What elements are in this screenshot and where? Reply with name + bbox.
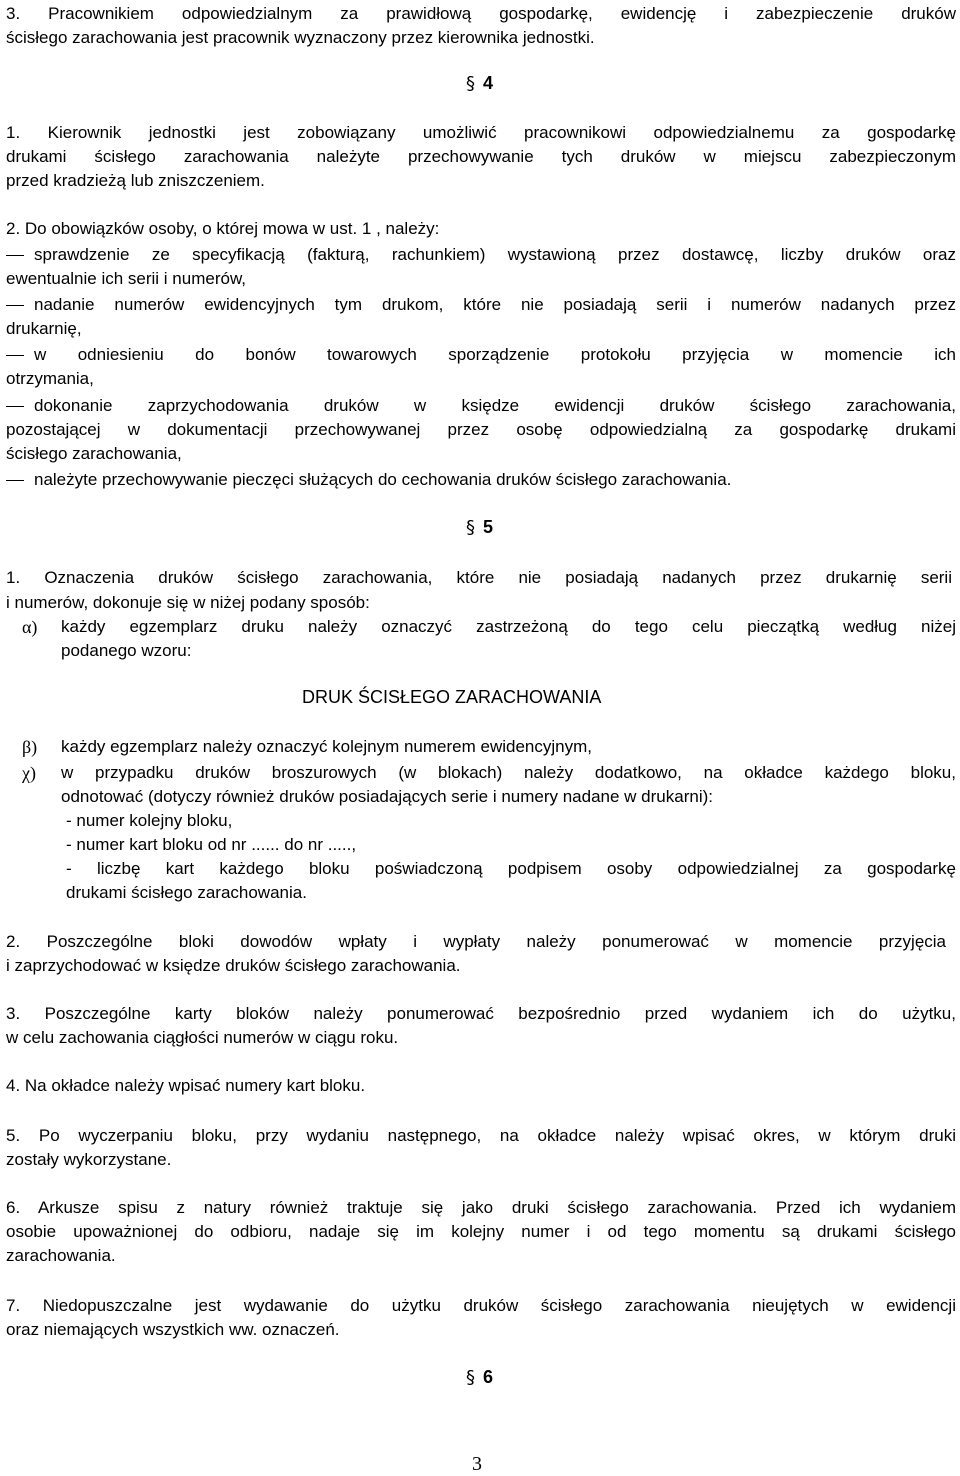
list-item-text: odnotować (dotyczy również druków posiadających serie i numery nadane w drukarni): xyxy=(61,787,713,806)
sub-item: - numer kart bloku od nr ...... do nr ....., xyxy=(66,835,357,854)
page-number: 3 xyxy=(472,1453,482,1475)
section-heading-6 xyxy=(466,1367,493,1388)
list-item-text: dokonanie zaprzychodowania druków w księdze ewidencji druków ścisłego zarachowania, xyxy=(34,396,956,415)
dash-bullet xyxy=(6,255,24,256)
paragraph-line: drukami ścisłego zarachowania należyte przechowywanie tych druków w miejscu zabezpieczonym xyxy=(6,147,956,166)
paragraph-line: 4. Na okładce należy wpisać numery kart bloku. xyxy=(6,1076,366,1095)
list-item-text: każdy egzemplarz druku należy oznaczyć zastrzeżoną do tego celu pieczątką według niżej xyxy=(61,617,956,636)
list-item-continuation: pozostającej w dokumentacji przechowywanej przez osobę odpowiedzialną za gospodarkę drukami xyxy=(6,420,956,439)
paragraph-line: ścisłego zarachowania jest pracownik wyznaczony przez kierownika jednostki. xyxy=(6,28,595,47)
paragraph-line: zostały wykorzystane. xyxy=(6,1150,172,1169)
section-symbol: § xyxy=(466,517,475,538)
list-item-continuation: drukarnię, xyxy=(6,319,82,338)
paragraph-line: osobie upoważnionej do odbioru, nadaje się im kolejny numer i od tego momentu są drukami ścisłego xyxy=(6,1222,956,1241)
section-number: 5 xyxy=(483,517,494,537)
paragraph-line: 1. Kierownik jednostki jest zobowiązany umożliwić pracownikowi odpowiedzialnemu za gospodarkę xyxy=(6,123,956,142)
list-item-text: sprawdzenie ze specyfikacją (fakturą, rachunkiem) wystawioną przez dostawcę, liczby druków oraz xyxy=(34,245,956,264)
alpha-marker: α) xyxy=(22,617,38,637)
list-item xyxy=(0,468,960,492)
dash-bullet xyxy=(6,355,24,356)
list-item xyxy=(0,243,960,267)
list-item-text: należyte przechowywanie pieczęci służących do cechowania druków ścisłego zarachowania. xyxy=(34,470,732,489)
beta-marker: β) xyxy=(22,737,38,757)
list-item-text: nadanie numerów ewidencyjnych tym drukom, które nie posiadają serii i numerów nadanych przez xyxy=(34,295,956,314)
list-item-continuation: otrzymania, xyxy=(6,369,94,388)
section-heading-4 xyxy=(466,73,493,94)
dash-bullet xyxy=(6,406,24,407)
paragraph-line: 3. Pracownikiem odpowiedzialnym za prawidłową gospodarkę, ewidencję i zabezpieczenie druków xyxy=(6,4,956,23)
section-heading-5 xyxy=(466,517,493,538)
list-item-text: podanego wzoru: xyxy=(61,641,192,660)
list-item-text: w odniesieniu do bonów towarowych sporządzenie protokołu przyjęcia w momencie ich xyxy=(34,345,956,364)
sub-item: drukami ścisłego zarachowania. xyxy=(66,883,307,902)
section-number: 6 xyxy=(483,1367,494,1387)
dash-bullet xyxy=(6,305,24,306)
list-item xyxy=(0,293,960,317)
paragraph-line: 7. Niedopuszczalne jest wydawanie do użytku druków ścisłego zarachowania nieujętych w ewidencji xyxy=(6,1296,956,1315)
paragraph-line: 6. Arkusze spisu z natury również traktuje się jako druki ścisłego zarachowania. Przed ich wydaniem xyxy=(6,1198,956,1217)
paragraph-line: w celu zachowania ciągłości numerów w ciągu roku. xyxy=(6,1028,399,1047)
list-item-text: każdy egzemplarz należy oznaczyć kolejnym numerem ewidencyjnym, xyxy=(61,737,592,756)
list-item-text: w przypadku druków broszurowych (w blokach) należy dodatkowo, na okładce każdego bloku, xyxy=(61,763,956,782)
list-item-continuation: ewentualnie ich serii i numerów, xyxy=(6,269,247,288)
dash-bullet xyxy=(6,480,24,481)
list-item xyxy=(0,394,960,418)
paragraph-line: 3. Poszczególne karty bloków należy ponumerować bezpośrednio przed wydaniem ich do użytku, xyxy=(6,1004,956,1023)
paragraph-line: oraz niemających wszystkich ww. oznaczeń. xyxy=(6,1320,340,1339)
paragraph-line: 5. Po wyczerpaniu bloku, przy wydaniu następnego, na okładce należy wpisać okres, w którym druki xyxy=(6,1126,956,1145)
paragraph-line: 1. Oznaczenia druków ścisłego zarachowania, które nie posiadają nadanych przez drukarnię serii xyxy=(6,568,952,587)
section-symbol: § xyxy=(466,1367,475,1388)
paragraph-line: zarachowania. xyxy=(6,1246,116,1265)
paragraph-line: przed kradzieżą lub zniszczeniem. xyxy=(6,171,265,190)
sub-item: - liczbę kart każdego bloku poświadczoną podpisem osoby odpowiedzialnej za gospodarkę xyxy=(66,859,956,878)
chi-marker: χ) xyxy=(22,763,36,783)
paragraph-line: i zaprzychodować w księdze druków ścisłego zarachowania. xyxy=(6,956,461,975)
paragraph-line: i numerów, dokonuje się w niżej podany sposób: xyxy=(6,593,370,612)
paragraph-line: 2. Do obowiązków osoby, o której mowa w ust. 1 , należy: xyxy=(6,219,440,238)
paragraph-line: 2. Poszczególne bloki dowodów wpłaty i wypłaty należy ponumerować w momencie przyjęcia xyxy=(6,932,946,951)
stamp-pattern: DRUK ŚCISŁEGO ZARACHOWANIA xyxy=(302,687,602,707)
list-item-continuation: ścisłego zarachowania, xyxy=(6,444,182,463)
section-number: 4 xyxy=(483,73,494,93)
list-item xyxy=(0,343,960,367)
section-symbol: § xyxy=(466,73,475,94)
sub-item: - numer kolejny bloku, xyxy=(66,811,233,830)
